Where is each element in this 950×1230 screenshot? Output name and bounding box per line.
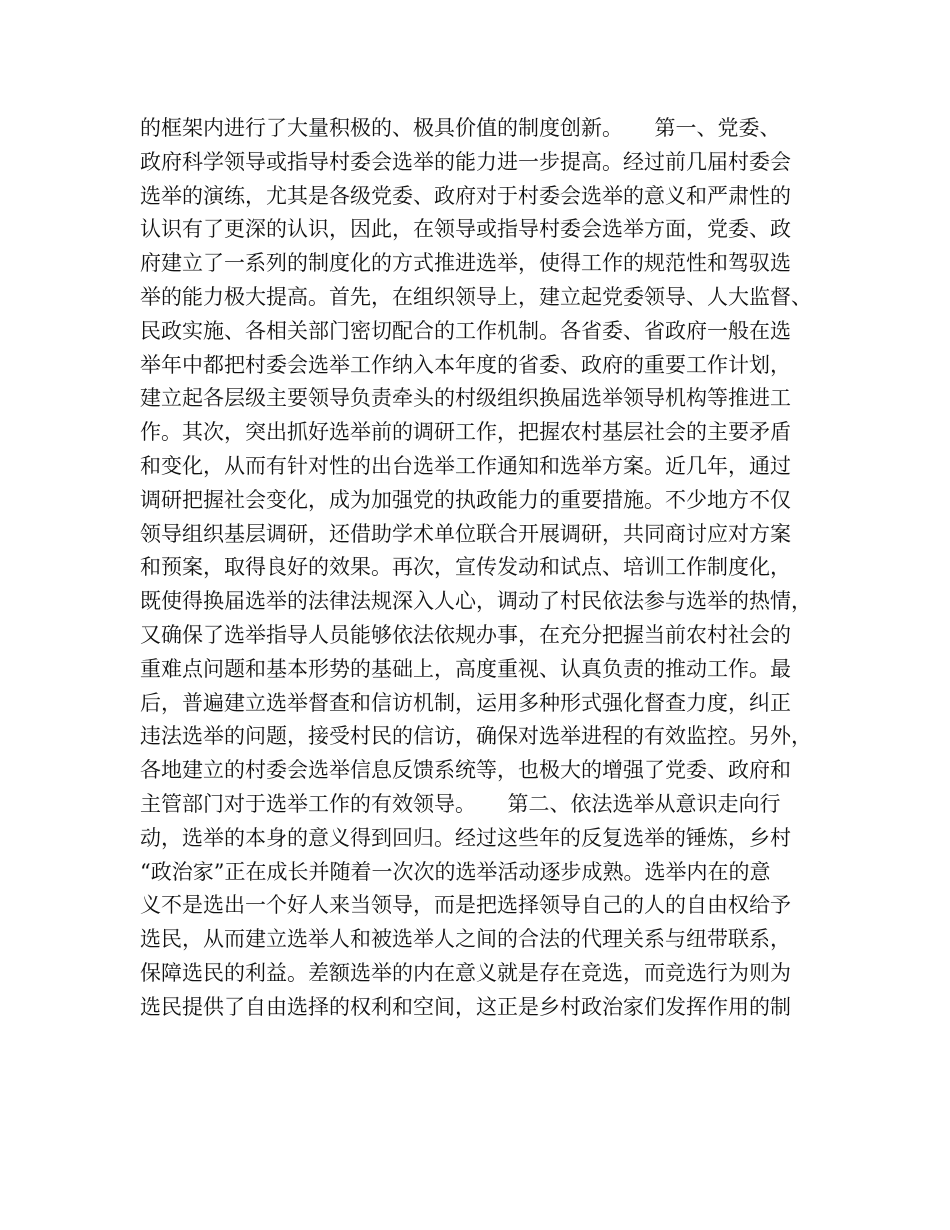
- text-line: 和变化，从而有针对性的出台选举工作通知和选举方案。近几年，通过: [140, 453, 791, 478]
- text-line: 的框架内进行了大量积极的、极具价值的制度创新。 第一、党委、: [140, 116, 781, 140]
- text-line: 领导组织基层调研，还借助学术单位联合开展调研，共同商讨应对方案: [140, 521, 791, 546]
- body-text: [140, 112, 830, 1025]
- text-line: 作。其次，突出抓好选举前的调研工作，把握农村基层社会的主要矛盾: [140, 420, 791, 445]
- text-line: 认识有了更深的认识，因此，在领导或指导村委会选举方面，党委、政: [140, 217, 791, 242]
- text-line: 各地建立的村委会选举信息反馈系统等，也极大的增强了党委、政府和: [140, 758, 791, 783]
- text-line: 重难点问题和基本形势的基础上，高度重视、认真负责的推动工作。最: [140, 656, 791, 681]
- text-line: 建立起各层级主要领导负责牵头的村级组织换届选举领导机构等推进工: [140, 386, 791, 411]
- text-line: 又确保了选举指导人员能够依法依规办事，在充分把握当前农村社会的: [140, 622, 791, 647]
- text-line: 动，选举的本身的意义得到回归。经过这些年的反复选举的锤炼，乡村: [140, 825, 791, 850]
- text-line: 调研把握社会变化，成为加强党的执政能力的重要措施。不少地方不仅: [140, 487, 791, 512]
- text-line: 民政实施、各相关部门密切配合的工作机制。各省委、省政府一般在选: [140, 318, 791, 343]
- text-line: 保障选民的利益。差额选举的内在意义就是存在竞选，而竞选行为则为: [140, 960, 791, 985]
- text-line: 义不是选出一个好人来当领导，而是把选择领导自己的人的自由权给予: [140, 893, 791, 918]
- text-line: 举年中都把村委会选举工作纳入本年度的省委、政府的重要工作计划，: [140, 352, 791, 377]
- text-line: “政治家”正在成长并随着一次次的选举活动逐步成熟。选举内在的意: [140, 859, 771, 884]
- text-line: 选民，从而建立选举人和被选举人之间的合法的代理关系与纽带联系，: [140, 927, 791, 952]
- text-line: 政府科学领导或指导村委会选举的能力进一步提高。经过前几届村委会: [140, 149, 791, 174]
- text-line: 选民提供了自由选择的权利和空间，这正是乡村政治家们发挥作用的制: [140, 994, 791, 1019]
- text-line: 违法选举的问题，接受村民的信访，确保对选举进程的有效监控。另外，: [140, 724, 812, 749]
- text-line: 举的能力极大提高。首先，在组织领导上，建立起党委领导、人大监督、: [140, 284, 812, 309]
- text-line: 和预案，取得良好的效果。再次，宣传发动和试点、培训工作制度化，: [140, 555, 791, 580]
- text-line: 府建立了一系列的制度化的方式推进选举，使得工作的规范性和驾驭选: [140, 251, 791, 276]
- text-line: 选举的演练，尤其是各级党委、政府对于村委会选举的意义和严肃性的: [140, 183, 791, 208]
- text-line: 既使得换届选举的法律法规深入人心，调动了村民依法参与选举的热情，: [140, 589, 812, 614]
- text-line: 主管部门对于选举工作的有效领导。 第二、依法选举从意识走向行: [140, 791, 781, 816]
- text-line: 后，普遍建立选举督查和信访机制，运用多种形式强化督查力度，纠正: [140, 690, 791, 715]
